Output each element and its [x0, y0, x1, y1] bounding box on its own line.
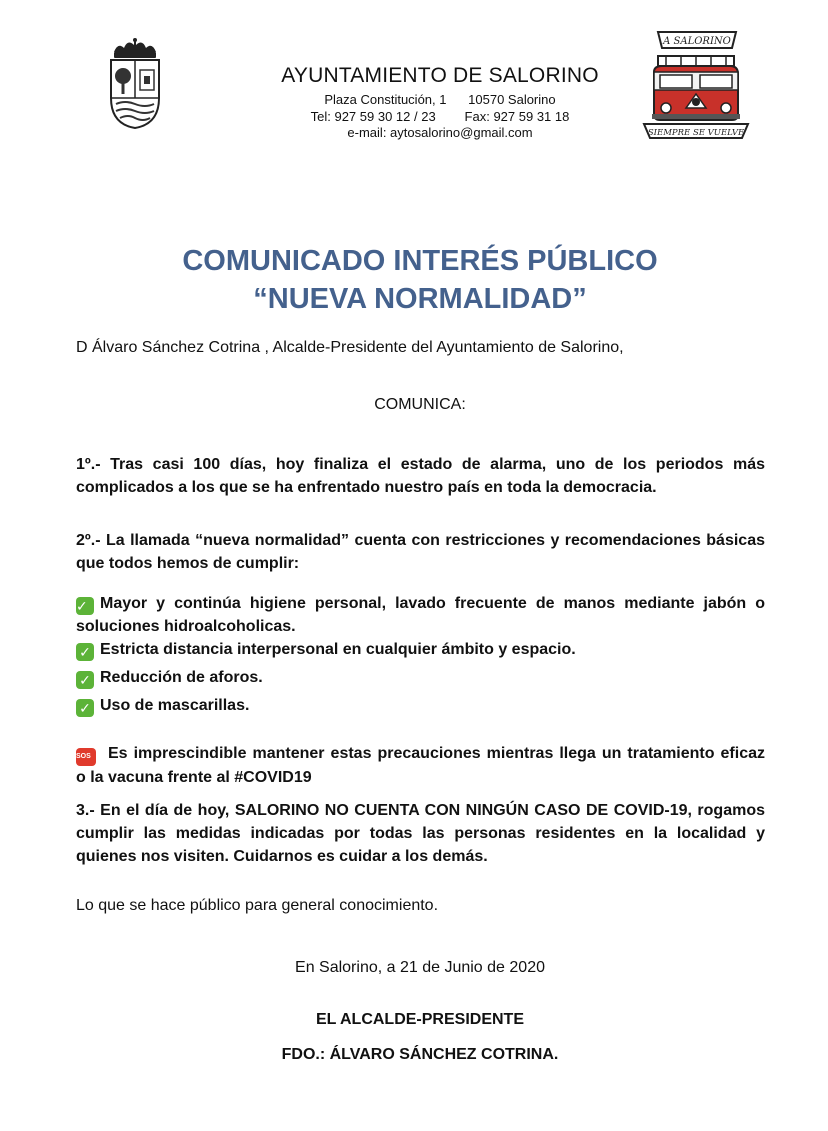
point-3-paragraph: 3.- En el día de hoy, SALORINO NO CUENTA CON NINGÚN CASO DE COVID-19, rogamos cumplir las medidas indicadas por todas las personas residentes en la localidad y quienes nos visiten. Cuidarnos es cuidar a los demás.	[76, 802, 765, 865]
measure-text: Estricta distancia interpersonal en cualquier ámbito y espacio.	[100, 641, 576, 658]
point-1-paragraph: 1º.- Tras casi 100 días, hoy finaliza el estado de alarma, uno de los periodos más complicados a los que se ha enfrentado nuestro país en toda la democracia.	[76, 456, 765, 496]
white-check-mark-icon: ✓	[76, 597, 94, 615]
warning-text: Es imprescindible mantener estas precauciones mientras llega un tratamiento eficaz o la vacuna frente al #COVID19	[76, 745, 765, 786]
intro-paragraph: D Álvaro Sánchez Cotrina , Alcalde-Presidente del Ayuntamiento de Salorino,	[76, 339, 624, 356]
measure-item	[76, 694, 765, 717]
measure-text: Mayor y continúa higiene personal, lavado frecuente de manos mediante jabón o soluciones hidroalcoholicas.	[76, 595, 765, 635]
email-line: e-mail: aytosalorino@gmail.com	[347, 125, 533, 140]
date-line: En Salorino, a 21 de Junio de 2020	[295, 959, 545, 976]
address-line: Plaza Constitución, 1 10570 Salorino	[324, 92, 556, 107]
signature-title: EL ALCALDE-PRESIDENTE	[315, 1011, 524, 1028]
phone-fax-line: Tel: 927 59 30 12 / 23 Fax: 927 59 31 18	[310, 109, 570, 124]
municipal-coat-of-arms	[106, 38, 164, 130]
measure-item	[76, 638, 765, 661]
measure-text: Reducción de aforos.	[100, 669, 263, 686]
measure-text: Uso de mascarillas.	[100, 697, 250, 714]
white-check-mark-icon: ✓	[76, 699, 94, 717]
warning-paragraph	[76, 742, 765, 789]
document-title-line-2: “NUEVA NORMALIDAD”	[253, 283, 587, 315]
measure-item	[76, 592, 765, 638]
logo-text-top: A SALORINO	[663, 36, 731, 47]
point-2-paragraph: 2º.- La llamada “nueva normalidad” cuenta con restricciones y recomendaciones básicas que todos hemos de cumplir:	[76, 532, 765, 572]
document-title-line-1: COMUNICADO INTERÉS PÚBLICO	[182, 245, 658, 277]
white-check-mark-icon: ✓	[76, 643, 94, 661]
comunica-heading: COMUNICA:	[374, 396, 466, 413]
signature-name: FDO.: ÁLVARO SÁNCHEZ COTRINA.	[281, 1046, 559, 1063]
sos-icon: SOS	[76, 748, 96, 766]
white-check-mark-icon: ✓	[76, 671, 94, 689]
logo-text-bottom: SIEMPRE SE VUELVE	[647, 128, 745, 138]
organization-name: AYUNTAMIENTO DE SALORINO	[281, 64, 599, 87]
public-notice: Lo que se hace público para general conocimiento.	[76, 897, 439, 914]
salorino-van-logo	[636, 28, 756, 140]
measure-item	[76, 666, 765, 689]
